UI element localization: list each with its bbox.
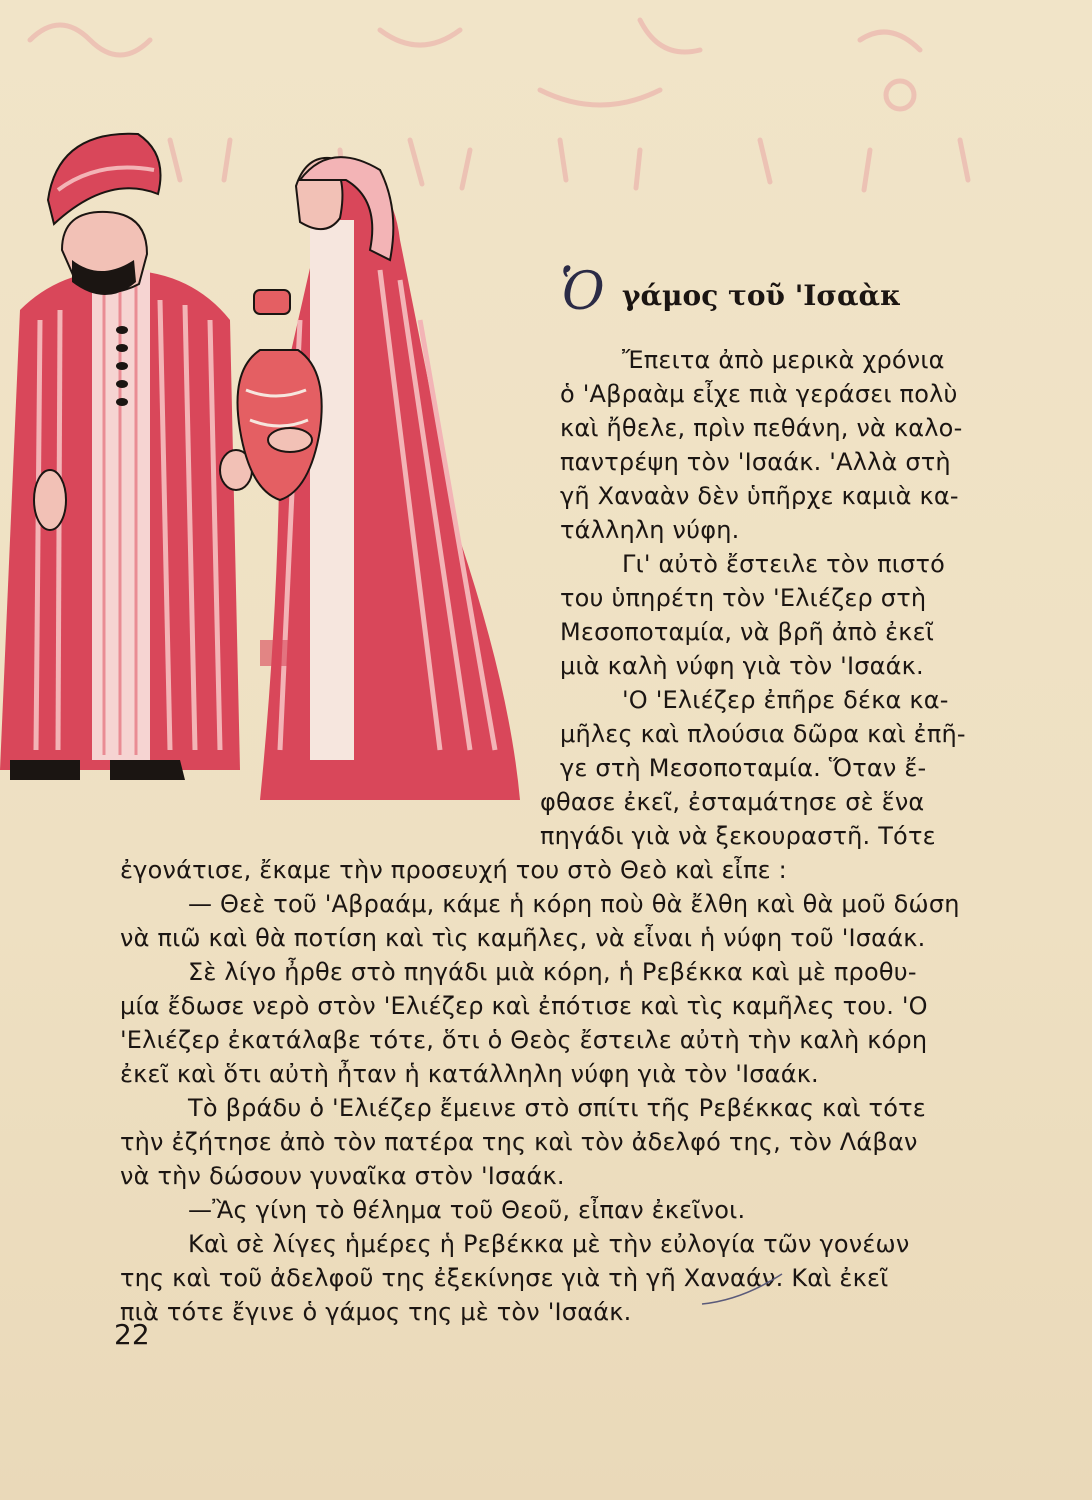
text-line: —Ἂς γίνη τὸ θέλημα τοῦ Θεοῦ, εἶπαν ἐκεῖνοι. — [188, 1196, 746, 1224]
text-line: Τὸ βράδυ ὁ 'Ελιέζερ ἔμεινε στὸ σπίτι τῆς Ρεβέκκας καὶ τότε — [188, 1094, 926, 1122]
text-line: μία ἔδωσε νερὸ στὸν 'Ελιέζερ καὶ ἐπότισε καὶ τὶς καμῆλες του. 'Ο — [120, 992, 928, 1020]
title-drop-letter: Ὁ — [560, 262, 605, 322]
text-line: 'Ελιέζερ ἐκατάλαβε τότε, ὅτι ὁ Θεὸς ἔστειλε αὐτὴ τὴν καλὴ κόρη — [120, 1026, 928, 1054]
text-line: ὁ 'Αβραὰμ εἶχε πιὰ γεράσει πολὺ — [560, 380, 958, 408]
text-line: τὴν ἐζήτησε ἀπὸ τὸν πατέρα της καὶ τὸν ἀδελφό της, τὸν Λάβαν — [120, 1128, 918, 1156]
text-line: γε στὴ Μεσοποταμία. Ὅταν ἔ- — [560, 754, 927, 782]
text-line: Σὲ λίγο ἦρθε στὸ πηγάδι μιὰ κόρη, ἡ Ρεβέκκα καὶ μὲ προθυ- — [188, 958, 917, 986]
text-line: νὰ πιῶ καὶ θὰ ποτίση καὶ τὶς καμῆλες, νὰ εἶναι ἡ νύφη τοῦ 'Ισαάκ. — [120, 924, 926, 952]
text-line: φθασε ἐκεῖ, ἐσταμάτησε σὲ ἕνα — [540, 788, 925, 816]
text-line: ἐγονάτισε, ἔκαμε τὴν προσευχή του στὸ Θεὸ καὶ εἶπε : — [120, 856, 787, 884]
text-line: παντρέψη τὸν 'Ισαάκ. 'Αλλὰ στὴ — [560, 448, 951, 476]
text-line: μῆλες καὶ πλούσια δῶρα καὶ ἐπῆ- — [560, 720, 966, 748]
title-text: γάμος τοῦ 'Ισαὰκ — [622, 279, 902, 312]
text-line: Μεσοποταμία, νὰ βρῆ ἀπὸ ἐκεῖ — [560, 618, 935, 646]
pencil-mark — [700, 1270, 790, 1310]
text-line: γῆ Χαναὰν δὲν ὑπῆρχε καμιὰ κα- — [560, 482, 959, 510]
text-line: 'Ο 'Ελιέζερ ἐπῆρε δέκα κα- — [622, 686, 949, 714]
text-line: — Θεὲ τοῦ 'Αβραάμ, κάμε ἡ κόρη ποὺ θὰ ἔλθη καὶ θὰ μοῦ δώση — [188, 890, 960, 918]
text-line: μιὰ καλὴ νύφη γιὰ τὸν 'Ισαάκ. — [560, 652, 924, 680]
text-line: ἐκεῖ καὶ ὅτι αὐτὴ ἦταν ἡ κατάλληλη νύφη γιὰ τὸν 'Ισαάκ. — [120, 1060, 819, 1088]
text-line: Γι' αὐτὸ ἔστειλε τὸν πιστό — [622, 550, 946, 578]
text-line: νὰ τὴν δώσουν γυναῖκα στὸν 'Ισαάκ. — [120, 1162, 565, 1190]
text-line: πηγάδι γιὰ νὰ ξεκουραστῆ. Τότε — [540, 822, 936, 850]
text-line: πιὰ τότε ἔγινε ὁ γάμος της μὲ τὸν 'Ισαάκ. — [120, 1298, 632, 1326]
text-line: της καὶ τοῦ ἀδελφοῦ της ἐξεκίνησε γιὰ τὴ γῆ Χαναάν. Καὶ ἐκεῖ — [120, 1264, 889, 1292]
page-number: 22 — [114, 1318, 150, 1351]
text-line: καὶ ἤθελε, πρὶν πεθάνη, νὰ καλο- — [560, 414, 963, 442]
text-line: τάλληλη νύφη. — [560, 516, 740, 544]
text-line: Καὶ σὲ λίγες ἡμέρες ἡ Ρεβέκκα μὲ τὴν εὐλογία τῶν γονέων — [188, 1230, 910, 1258]
text-line: Ἔπειτα ἀπὸ μερικὰ χρόνια — [622, 346, 945, 374]
text-line: του ὑπηρέτη τὸν 'Ελιέζερ στὴ — [560, 584, 927, 612]
